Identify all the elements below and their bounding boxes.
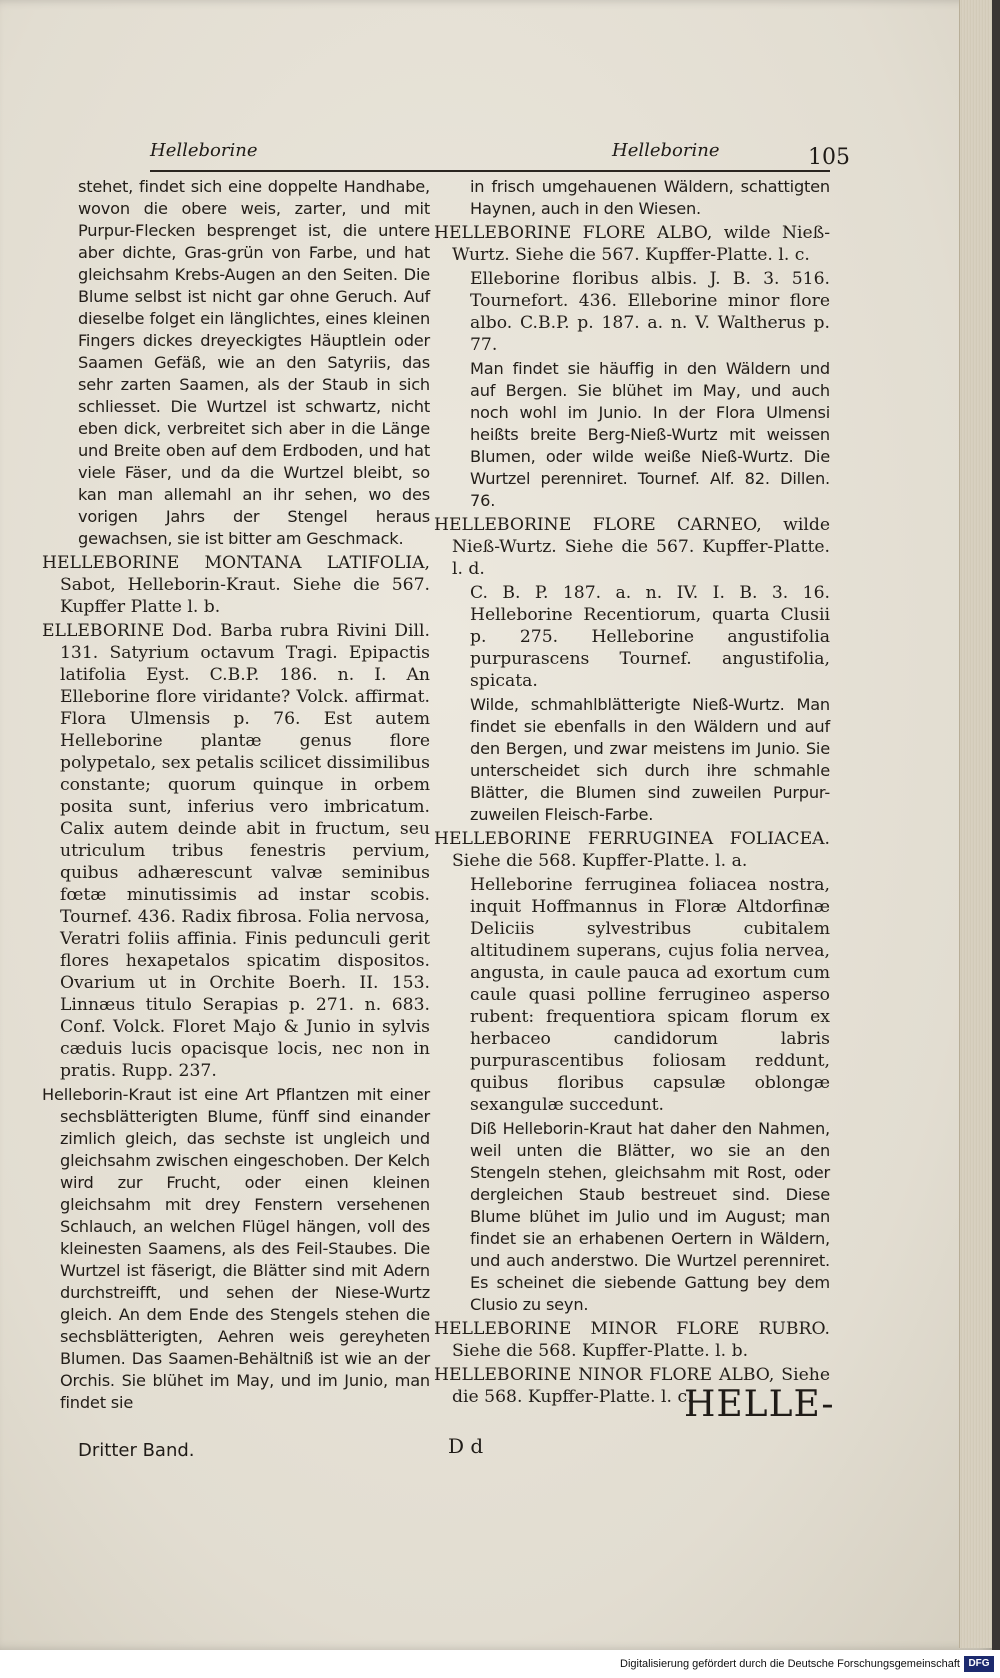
right-column-paragraph: HELLEBORINE FERRUGINEA FOLIACEA. Siehe die 568. Kupffer-Platte. l. a.	[434, 829, 830, 871]
left-column-paragraph: Helleborin-Kraut ist eine Art Pflantzen mit einer sechsblätterigten Blume, fünff sind einander zimlich gleich, das sechste ist ungleich und gleichsahm zwischen eingeschoben. Der Kelch wird zur Frucht, oder einen kleinen gleichsahm mit drey Fenstern versehenen Schlauch, an welchen Flügel hängen, voll des kleinesten Saamens, als des Feil-Staubes. Die Wurtzel ist fäserigt, die Blätter sind mit Adern durchstreifft, und sehen der Niese-Wurtz gleich. An dem Ende des Stengels stehen die sechsblätterigten, Aehren weis gereyheten Blumen. Das Saamen-Behältniß ist wie an der Orchis. Sie blühet im May, und im Junio, man findet sie	[42, 1085, 430, 1412]
left-column-paragraph: stehet, findet sich eine doppelte Handhabe, wovon die obere weis, zarter, und mit Purpur-Flecken besprenget ist, die untere aber dichte, Gras-grün von Farbe, und hat gleichsahm Krebs-Augen an den Seiten. Die Blume selbst ist nicht gar ohne Geruch. Auf dieselbe folget ein länglichtes, eines kleinen Fingers dickes dreyeckigtes Häuptlein oder Saamen Gefäß, wie an den Satyriis, das sehr zarten Saamen, als der Staub in sich schliesset. Die Wurtzel ist schwartz, nicht eben dick, verbreitet sich aber in die Länge und Breite oben auf dem Erdboden, und hat viele Fäser, und da die Wurtzel bleibt, so kan man allemahl an ihr sehen, wo des vorigen Jahrs der Stengel heraus gewachsen, sie ist bitter am Geschmack.	[78, 177, 430, 548]
right-column-paragraph: in frisch umgehauenen Wäldern, schattigten Haynen, auch in den Wiesen.	[470, 177, 830, 218]
right-column-paragraph: HELLEBORINE NINOR FLORE ALBO, Siehe die 568. Kupffer-Platte. l. c.	[434, 1365, 830, 1407]
right-column-paragraph: Wilde, schmahlblätterigte Nieß-Wurtz. Man findet sie ebenfalls in den Wäldern und auf den Bergen, und zwar meistens im Junio. Sie unterscheidet sich durch ihre schmahle Blätter, die Blumen sind zuweilen Purpur-zuweilen Fleisch-Farbe.	[470, 695, 830, 824]
catchword: HELLE-	[684, 1384, 835, 1425]
header-rule	[150, 170, 830, 172]
left-column-paragraph: ELLEBORINE Dod. Barba rubra Rivini Dill. 131. Satyrium octavum Tragi. Epipactis latifolia Eyst. C.B.P. 186. n. I. An Elleborine flore viridante? Volck. affirmat. Flora Ulmensis p. 76. Est autem Helleborine plantæ genus flore polypetalo, sex petalis scilicet dissimilibus constante; quorum quinque in orbem posita sunt, inferius vero imbricatum. Calix autem deinde abit in fructum, seu utriculum tribus fenestris pervium, quibus adhærescunt valvæ seminibus fœtæ minutissimis ad instar scobis. Tournef. 436. Radix fibrosa. Folia nervosa, Veratri foliis affinia. Finis pedunculi gerit flores hexapetalos spicatim dispositos. Ovarium ut in Orchite Boerh. II. 153. Linnæus titulo Serapias p. 271. n. 683. Conf. Volck. Floret Majo & Junio in sylvis cæduis lucis opacisque locis, nec non in pratis. Rupp. 237.	[42, 621, 430, 1081]
right-column-paragraph: Man findet sie häuffig in den Wäldern und auf Bergen. Sie blühet im May, und auch noch wohl im Junio. In der Flora Ulmensi heißts breite Berg-Nieß-Wurtz mit weissen Blumen, oder wilde weiße Nieß-Wurtz. Die Wurtzel perenniret. Tournef. Alf. 82. Dillen. 76.	[470, 359, 830, 510]
right-column-paragraph: Elleborine floribus albis. J. B. 3. 516. Tournefort. 436. Elleborine minor flore albo. C.B.P. p. 187. a. n. V. Waltherus p. 77.	[470, 269, 830, 355]
page-edge	[959, 0, 992, 1648]
footer-credit: Digitalisierung gefördert durch die Deutsche Forschungsgemeinschaft	[620, 1658, 960, 1670]
right-column	[434, 176, 830, 1410]
signature-mark: D d	[448, 1434, 484, 1458]
left-column-paragraph: HELLEBORINE MONTANA LATIFOLIA, Sabot, Helleborin-Kraut. Siehe die 567. Kupffer Platte l. b.	[42, 553, 430, 617]
right-column-paragraph: HELLEBORINE FLORE ALBO, wilde Nieß-Wurtz. Siehe die 567. Kupffer-Platte. l. c.	[434, 223, 830, 265]
running-title-right: Helleborine	[612, 140, 720, 161]
right-column-paragraph: HELLEBORINE MINOR FLORE RUBRO. Siehe die 568. Kupffer-Platte. l. b.	[434, 1319, 830, 1361]
page-number: 105	[808, 145, 850, 170]
running-title-left: Helleborine	[150, 140, 258, 161]
left-column	[42, 176, 430, 1416]
right-column-paragraph: Diß Helleborin-Kraut hat daher den Nahmen, weil unten die Blätter, wo sie an den Stengeln stehen, gleichsahm mit Rost, oder dergleichen Staub bestreuet sind. Diese Blume blühet im Julio und im August; man findet sie an erhabenen Oertern in Wäldern, und auch anderstwo. Die Wurtzel perenniret. Es scheinet die siebende Gattung bey dem Clusio zu seyn.	[470, 1119, 830, 1314]
volume-label: Dritter Band.	[78, 1440, 195, 1461]
right-column-paragraph: HELLEBORINE FLORE CARNEO, wilde Nieß-Wurtz. Siehe die 567. Kupffer-Platte. l. d.	[434, 515, 830, 579]
right-column-paragraph: C. B. P. 187. a. n. IV. I. B. 3. 16. Helleborine Recentiorum, quarta Clusii p. 275. Helleborine angustifolia purpurascens Tournef. angustifolia, spicata.	[470, 583, 830, 691]
dfg-logo: DFG	[964, 1656, 994, 1672]
right-column-paragraph: Helleborine ferruginea foliacea nostra, inquit Hoffmannus in Floræ Altdorfinæ Deliciis sylvestribus cubitalem altitudinem superans, cujus folia nervea, angusta, in caule pauca ad exortum cum caule quasi polline ferrugineo asperso rubent: frequentiora spicam florum ex herbaceo candidorum labris purpurascentibus foliosam reddunt, quibus floribus capsulæ oblongæ sexangulæ succedunt.	[470, 875, 830, 1115]
